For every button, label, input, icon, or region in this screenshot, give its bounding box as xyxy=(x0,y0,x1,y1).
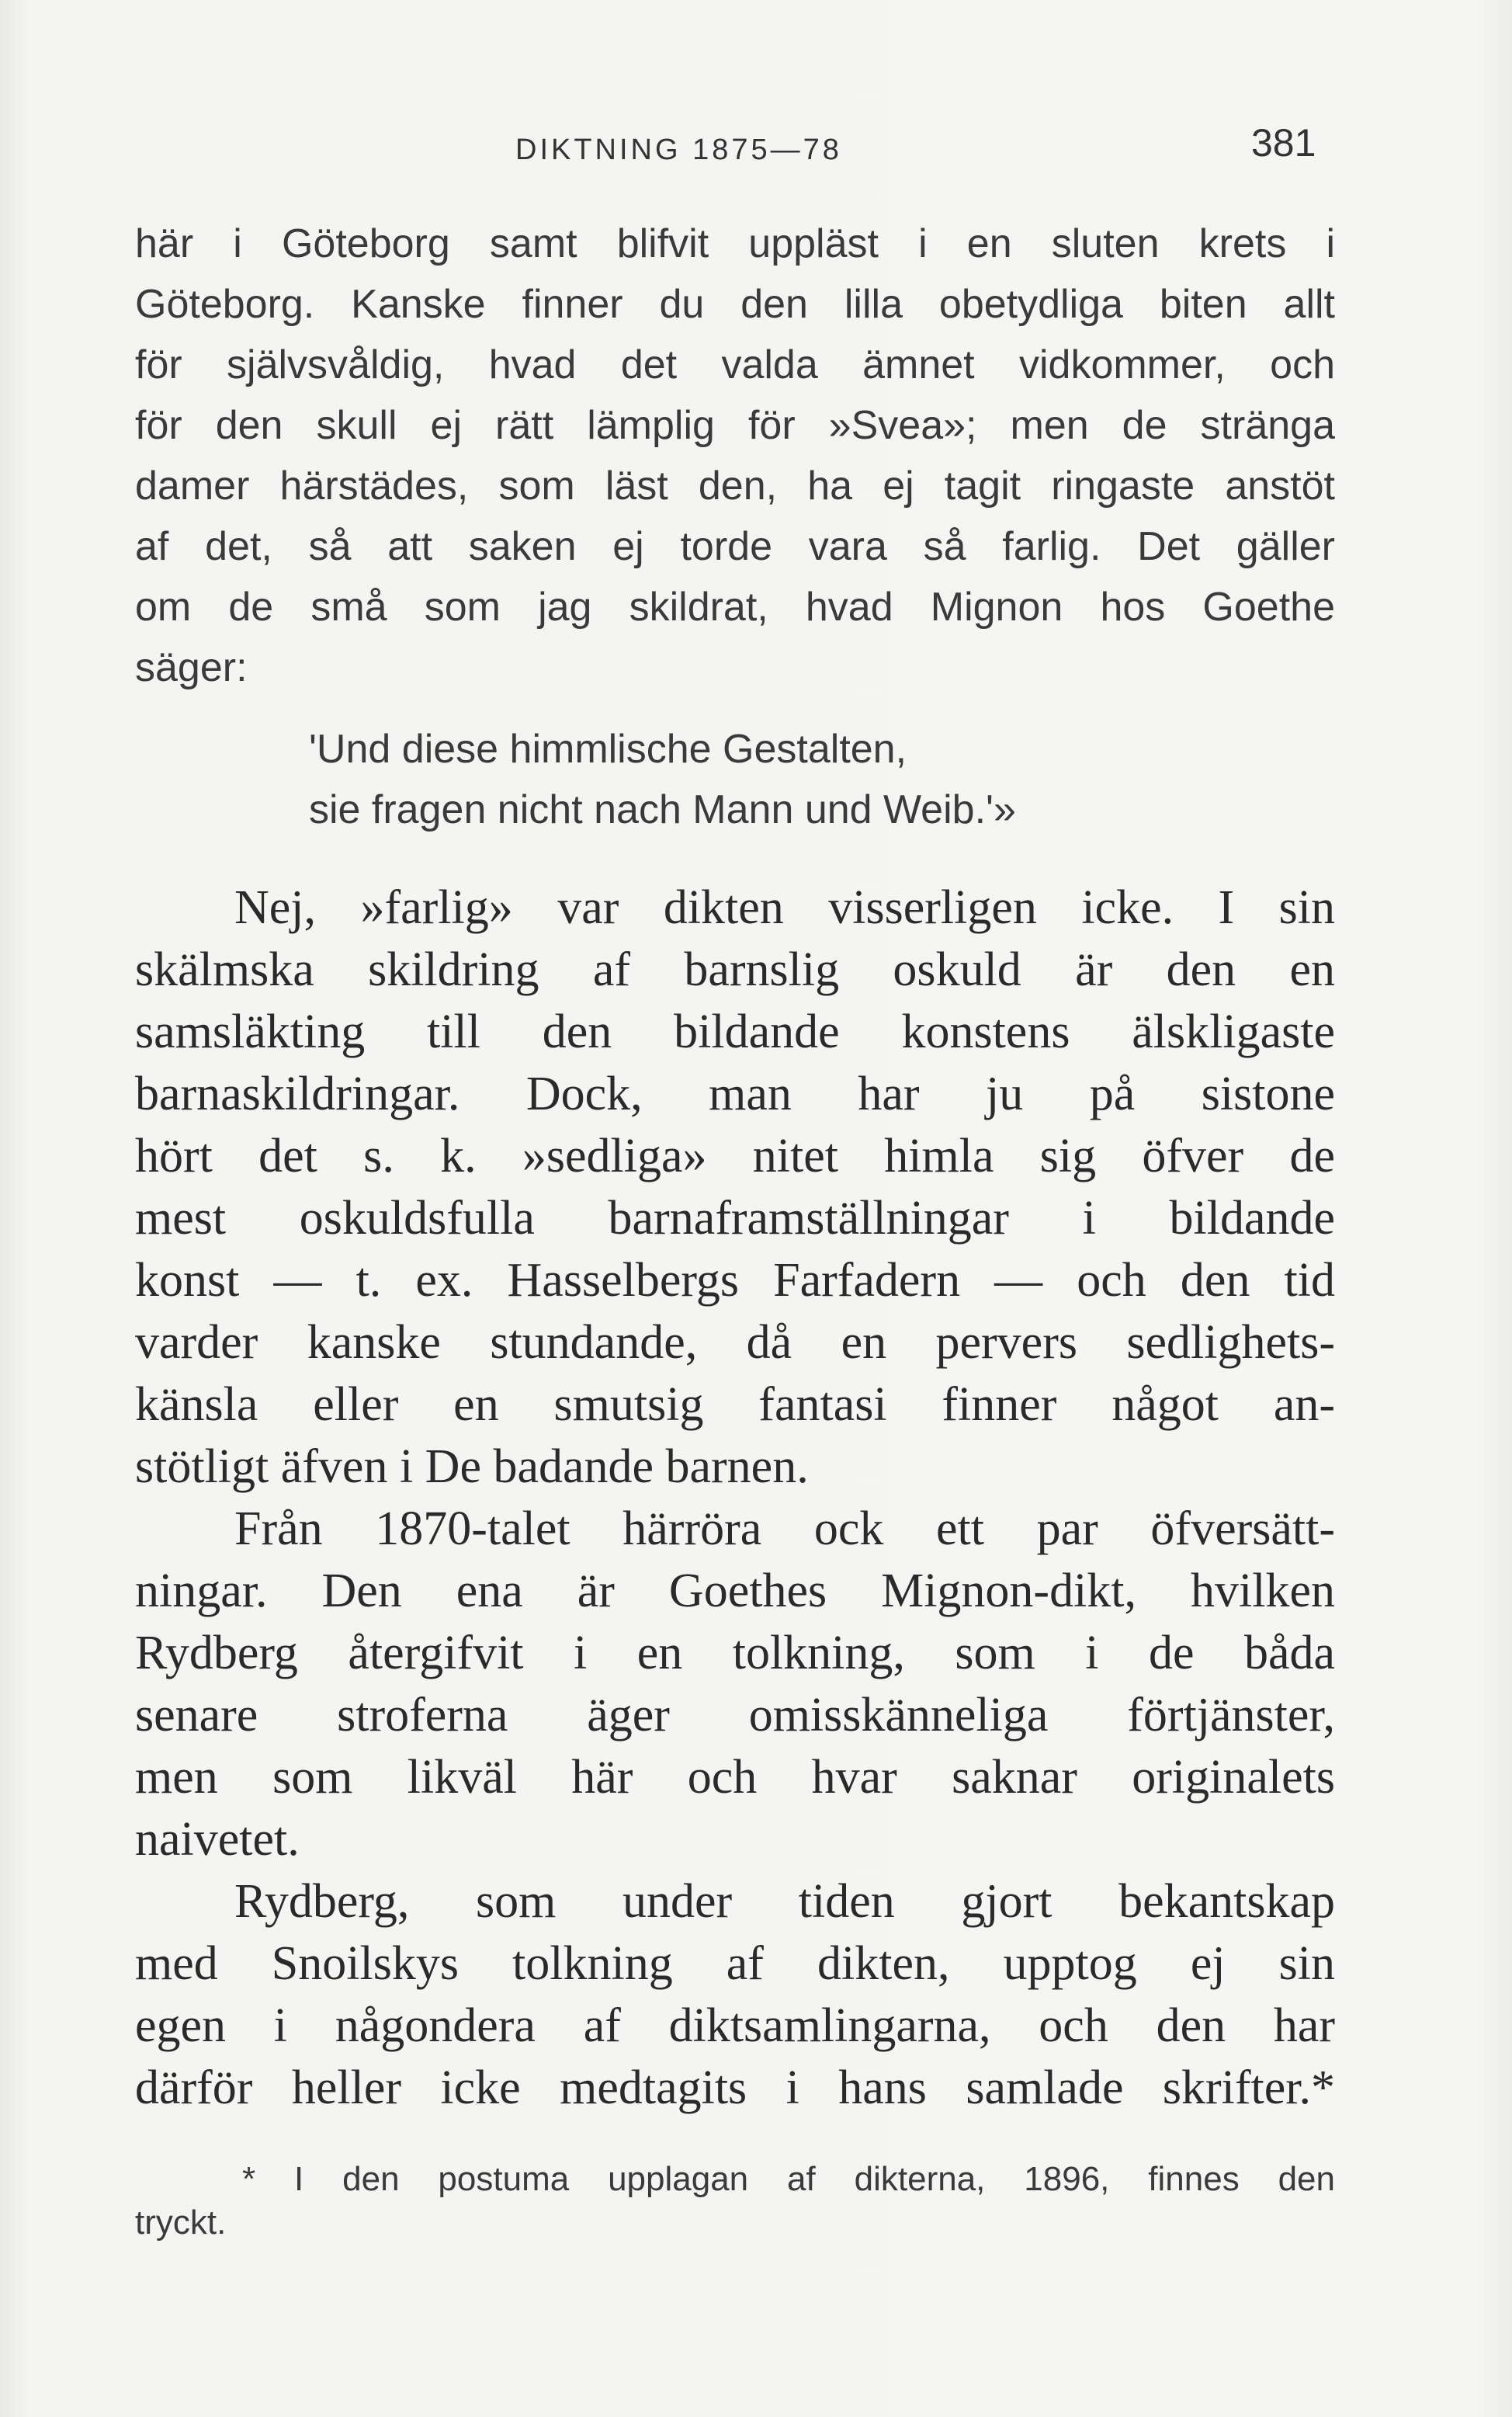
text-line: mest oskuldsfulla barnaframställningar i bildande xyxy=(135,1192,1335,1245)
text-line: om de små som jag skildrat, hvad Mignon hos Goethe xyxy=(135,585,1335,630)
text-line: med Snoilskys tolkning af dikten, upptog ej sin xyxy=(135,1937,1335,1990)
text-line: här i Göteborg samt blifvit uppläst i en sluten krets i xyxy=(135,221,1335,266)
text-line: för den skull ej rätt lämplig för »Svea»; men de stränga xyxy=(135,403,1335,448)
running-title: DIKTNING 1875—78 xyxy=(515,134,842,166)
text-line: stötligt äfven i De badande barnen. xyxy=(135,1440,809,1493)
footnote-line: * I den postuma upplagan af dikterna, 1896, finnes den xyxy=(242,2160,1335,2198)
text-line: Rydberg återgifvit i en tolkning, som i de båda xyxy=(135,1627,1335,1679)
text-line: senare stroferna äger omisskänneliga förtjänster, xyxy=(135,1689,1335,1742)
text-line: för självsvåldig, hvad det valda ämnet vidkommer, och xyxy=(135,342,1335,387)
text-line: Rydberg, som under tiden gjort bekantskap xyxy=(234,1875,1335,1928)
quote-line: sie fragen nicht nach Mann und Weib.'» xyxy=(309,787,1016,832)
text-line: varder kanske stundande, då en pervers sedlighets- xyxy=(135,1316,1335,1369)
text-line: skälmska skildring af barnslig oskuld är den en xyxy=(135,943,1335,996)
text-line: säger: xyxy=(135,645,248,690)
text-line: men som likväl här och hvar saknar originalets xyxy=(135,1751,1335,1804)
text-line: därför heller icke medtagits i hans samlade skrifter.* xyxy=(135,2061,1335,2114)
text-line: barnaskildringar. Dock, man har ju på sistone xyxy=(135,1068,1335,1120)
text-line: hört det s. k. »sedliga» nitet himla sig öfver de xyxy=(135,1130,1335,1182)
text-line: konst — t. ex. Hasselbergs Farfadern — och den tid xyxy=(135,1254,1335,1307)
text-line: Nej, »farlig» var dikten visserligen icke. I sin xyxy=(234,881,1335,934)
text-line: damer härstädes, som läst den, ha ej tagit ringaste anstöt xyxy=(135,464,1335,509)
text-line: naivetet. xyxy=(135,1813,300,1866)
text-line: egen i någondera af diktsamlingarna, och den har xyxy=(135,1999,1335,2052)
quote-line: 'Und diese himmlische Gestalten, xyxy=(309,727,907,772)
page-number: 381 xyxy=(1251,121,1316,165)
footnote-line: tryckt. xyxy=(135,2203,227,2242)
text-line: känsla eller en smutsig fantasi finner något an- xyxy=(135,1378,1335,1431)
text-line: samsläkting till den bildande konstens älskligaste xyxy=(135,1005,1335,1058)
text-line: af det, så att saken ej torde vara så farlig. Det gäller xyxy=(135,524,1335,569)
text-line: Göteborg. Kanske finner du den lilla obetydliga biten allt xyxy=(135,282,1335,327)
text-line: ningar. Den ena är Goethes Mignon-dikt, hvilken xyxy=(135,1564,1335,1617)
text-line: Från 1870-talet härröra ock ett par öfversätt- xyxy=(234,1502,1335,1555)
